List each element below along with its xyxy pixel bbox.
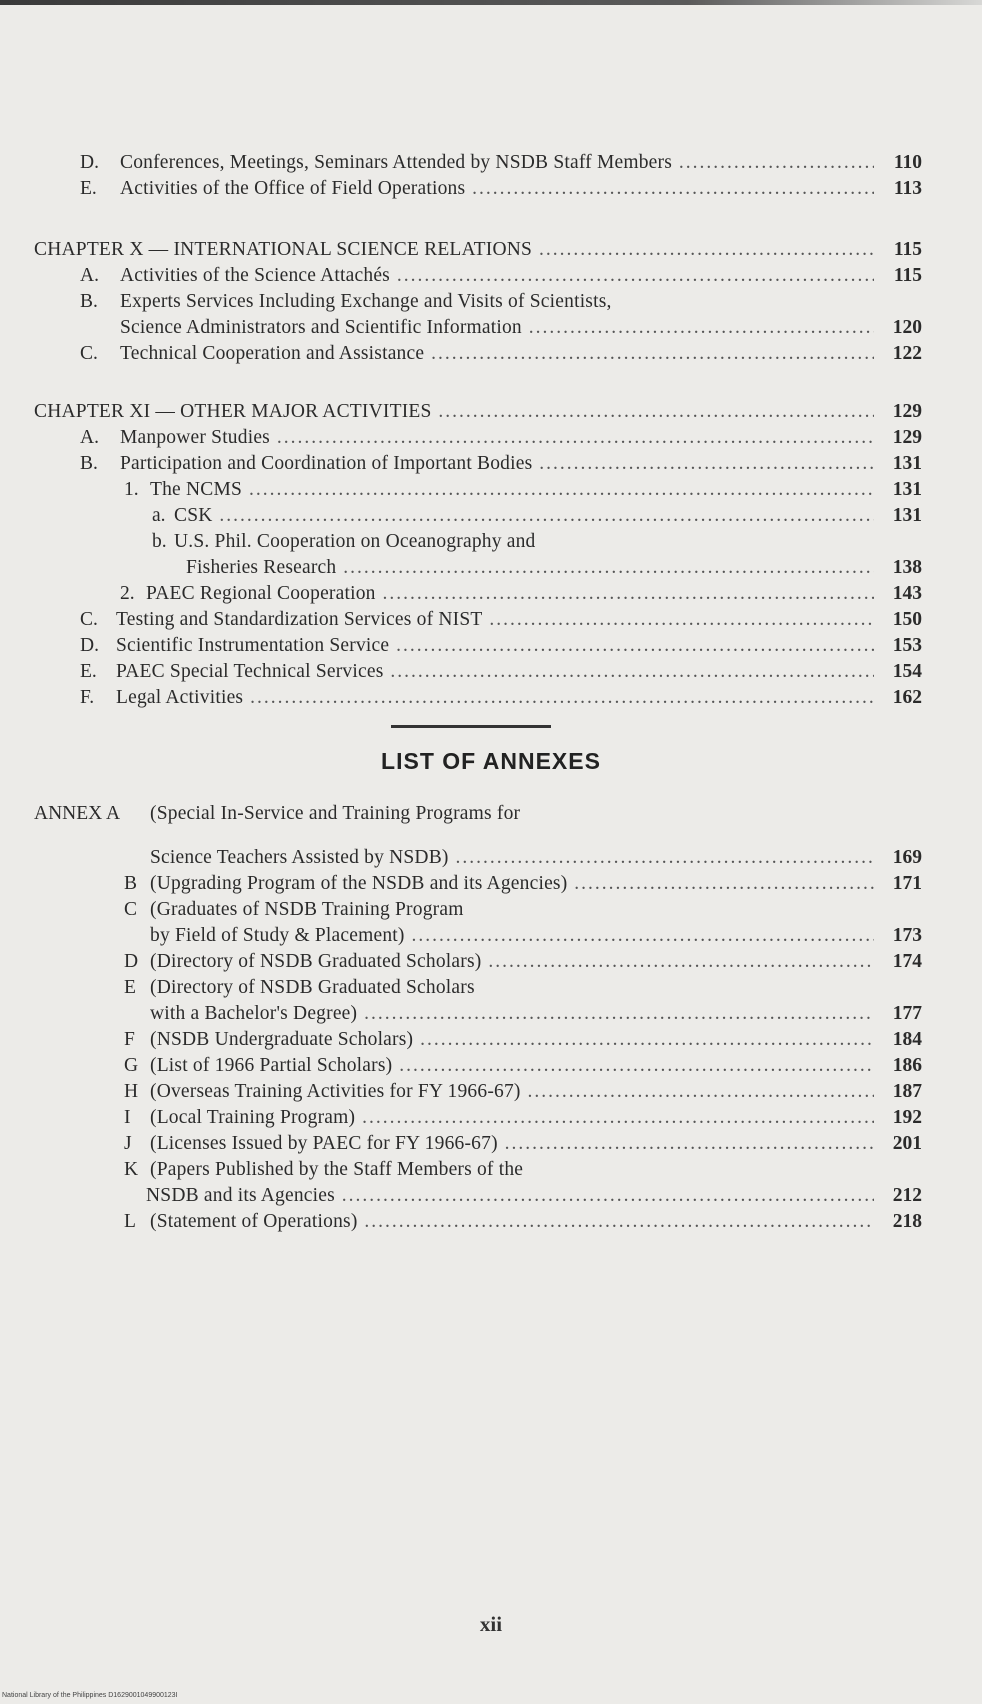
toc-entry <box>0 341 982 367</box>
annex-heading: LIST OF ANNEXES <box>381 748 601 774</box>
entry-title: Science Administrators and Scientific Information ..... <box>120 315 874 341</box>
entry-title: CSK ..... <box>174 503 874 529</box>
entry-page-number: 129 <box>892 427 922 448</box>
entry-title: (List of 1966 Partial Scholars) ..... <box>150 1053 874 1079</box>
toc-entry <box>0 845 982 871</box>
entry-title: Science Teachers Assisted by NSDB) ..... <box>150 845 874 871</box>
entry-title: PAEC Regional Cooperation ..... <box>146 581 874 607</box>
entry-page-number: 115 <box>893 239 922 260</box>
toc-entry <box>0 949 982 975</box>
entry-title: Participation and Coordination of Important Bodies ..... <box>120 451 874 477</box>
toc-entry <box>0 1027 982 1053</box>
entry-title: (Special In-Service and Training Programs for <box>150 803 521 824</box>
toc-entry <box>0 975 982 1001</box>
entry-page-number: 115 <box>893 265 922 286</box>
entry-label: E. <box>80 661 97 682</box>
entry-title: (Directory of NSDB Graduated Scholars) ..... <box>150 949 874 975</box>
entry-page-number: 184 <box>892 1029 922 1050</box>
entry-label: H <box>124 1081 139 1102</box>
entry-page-number: 177 <box>892 1003 922 1024</box>
entry-title: NSDB and its Agencies ..... <box>146 1183 874 1209</box>
entry-page-number: 110 <box>893 152 922 173</box>
entry-label: F <box>124 1029 135 1050</box>
entry-label: L <box>124 1211 136 1232</box>
entry-title: (NSDB Undergraduate Scholars) ..... <box>150 1027 874 1053</box>
page-number: xii <box>479 1612 503 1636</box>
entry-label: A. <box>80 427 99 448</box>
entry-page-number: 169 <box>892 847 922 868</box>
toc-entry <box>0 1079 982 1105</box>
entry-title: The NCMS ..... <box>150 477 874 503</box>
entry-title: Conferences, Meetings, Seminars Attended by NSDB Staff Members ..... <box>120 150 874 176</box>
entry-label: B <box>124 873 138 894</box>
toc-entry <box>0 503 982 529</box>
toc-entry <box>0 1157 982 1183</box>
entry-page-number: 131 <box>892 505 922 526</box>
entry-page-number: 212 <box>892 1185 922 1206</box>
entry-label: F. <box>80 687 95 708</box>
footer-credit: National Library of the Philippines D1629001049900123I <box>2 1692 178 1699</box>
scan-edge <box>0 0 982 5</box>
entry-title: Fisheries Research ..... <box>186 555 874 581</box>
entry-title: (Directory of NSDB Graduated Scholars <box>150 977 475 998</box>
section-divider <box>391 725 551 728</box>
entry-label: I <box>124 1107 131 1128</box>
entry-label: E. <box>80 178 97 199</box>
toc-entry <box>0 923 982 949</box>
entry-page-number: 201 <box>892 1133 922 1154</box>
toc-entry <box>0 477 982 503</box>
entry-label: ANNEX A <box>34 803 121 824</box>
entry-page-number: 173 <box>892 925 922 946</box>
entry-title: (Overseas Training Activities for FY 1966-67) ..... <box>150 1079 874 1105</box>
toc-entry <box>0 1105 982 1131</box>
entry-title: Legal Activities ..... <box>116 685 874 711</box>
toc-entry <box>0 399 982 425</box>
entry-title: PAEC Special Technical Services ..... <box>116 659 874 685</box>
entry-label: D. <box>80 635 99 656</box>
entry-label: D <box>124 951 139 972</box>
toc-entry <box>0 633 982 659</box>
entry-page-number: 154 <box>892 661 922 682</box>
entry-page-number: 162 <box>892 687 922 708</box>
entry-label: K <box>124 1159 139 1180</box>
entry-page-number: 150 <box>892 609 922 630</box>
entry-title: by Field of Study & Placement) ..... <box>150 923 874 949</box>
toc-entry <box>0 529 982 555</box>
entry-label: 1. <box>124 479 139 500</box>
entry-title: Activities of the Office of Field Operations ..... <box>120 176 874 202</box>
toc-entry <box>0 315 982 341</box>
toc-entry <box>0 451 982 477</box>
entry-page-number: 113 <box>893 178 922 199</box>
entry-label: E <box>124 977 136 998</box>
toc-entry <box>0 425 982 451</box>
entry-title: CHAPTER X — INTERNATIONAL SCIENCE RELATIONS ..... <box>34 237 874 263</box>
entry-page-number: 131 <box>892 453 922 474</box>
entry-page-number: 120 <box>892 317 922 338</box>
entry-title: (Licenses Issued by PAEC for FY 1966-67) ..... <box>150 1131 874 1157</box>
entry-label: b. <box>152 531 167 552</box>
entry-title: Testing and Standardization Services of NIST ..... <box>116 607 874 633</box>
entry-title: U.S. Phil. Cooperation on Oceanography and <box>174 531 536 552</box>
toc-entry <box>0 176 982 202</box>
entry-title: Activities of the Science Attachés ..... <box>120 263 874 289</box>
toc-entry <box>0 1053 982 1079</box>
toc-entry <box>0 801 982 827</box>
entry-label: D. <box>80 152 99 173</box>
toc-entry <box>0 1001 982 1027</box>
entry-title: Experts Services Including Exchange and Visits of Scientists, <box>120 291 612 312</box>
entry-page-number: 218 <box>892 1211 922 1232</box>
toc-entry <box>0 1131 982 1157</box>
entry-label: B. <box>80 453 98 474</box>
toc-entry <box>0 659 982 685</box>
entry-page-number: 143 <box>892 583 922 604</box>
entry-label: J <box>124 1133 132 1154</box>
entry-label: C <box>124 899 138 920</box>
entry-label: B. <box>80 291 98 312</box>
entry-page-number: 174 <box>892 951 922 972</box>
toc-entry <box>0 1183 982 1209</box>
entry-title: Technical Cooperation and Assistance ..... <box>120 341 874 367</box>
entry-page-number: 187 <box>892 1081 922 1102</box>
entry-title: (Local Training Program) ..... <box>150 1105 874 1131</box>
toc-entry <box>0 289 982 315</box>
entry-label: G <box>124 1055 139 1076</box>
entry-page-number: 131 <box>892 479 922 500</box>
toc-entry <box>0 871 982 897</box>
entry-page-number: 186 <box>892 1055 922 1076</box>
entry-page-number: 192 <box>892 1107 922 1128</box>
entry-title: Scientific Instrumentation Service ..... <box>116 633 874 659</box>
entry-title: (Graduates of NSDB Training Program <box>150 899 464 920</box>
toc-entry <box>0 263 982 289</box>
entry-title: with a Bachelor's Degree) ..... <box>150 1001 874 1027</box>
toc-entry <box>0 581 982 607</box>
entry-label: a. <box>152 505 166 526</box>
toc-entry <box>0 685 982 711</box>
entry-page-number: 138 <box>892 557 922 578</box>
entry-title: Manpower Studies ..... <box>120 425 874 451</box>
entry-label: C. <box>80 343 98 364</box>
toc-entry <box>0 237 982 263</box>
entry-page-number: 153 <box>892 635 922 656</box>
toc-entry <box>0 150 982 176</box>
entry-title: CHAPTER XI — OTHER MAJOR ACTIVITIES ..... <box>34 399 874 425</box>
toc-entry <box>0 897 982 923</box>
entry-label: A. <box>80 265 99 286</box>
toc-entry <box>0 607 982 633</box>
entry-title: (Upgrading Program of the NSDB and its Agencies) ..... <box>150 871 874 897</box>
entry-label: C. <box>80 609 98 630</box>
entry-title: (Statement of Operations) ..... <box>150 1209 874 1235</box>
entry-title: (Papers Published by the Staff Members of the <box>150 1159 524 1180</box>
toc-entry <box>0 1209 982 1235</box>
entry-page-number: 171 <box>892 873 922 894</box>
toc-entry <box>0 555 982 581</box>
entry-page-number: 129 <box>892 401 922 422</box>
entry-label: 2. <box>120 583 135 604</box>
entry-page-number: 122 <box>892 343 922 364</box>
